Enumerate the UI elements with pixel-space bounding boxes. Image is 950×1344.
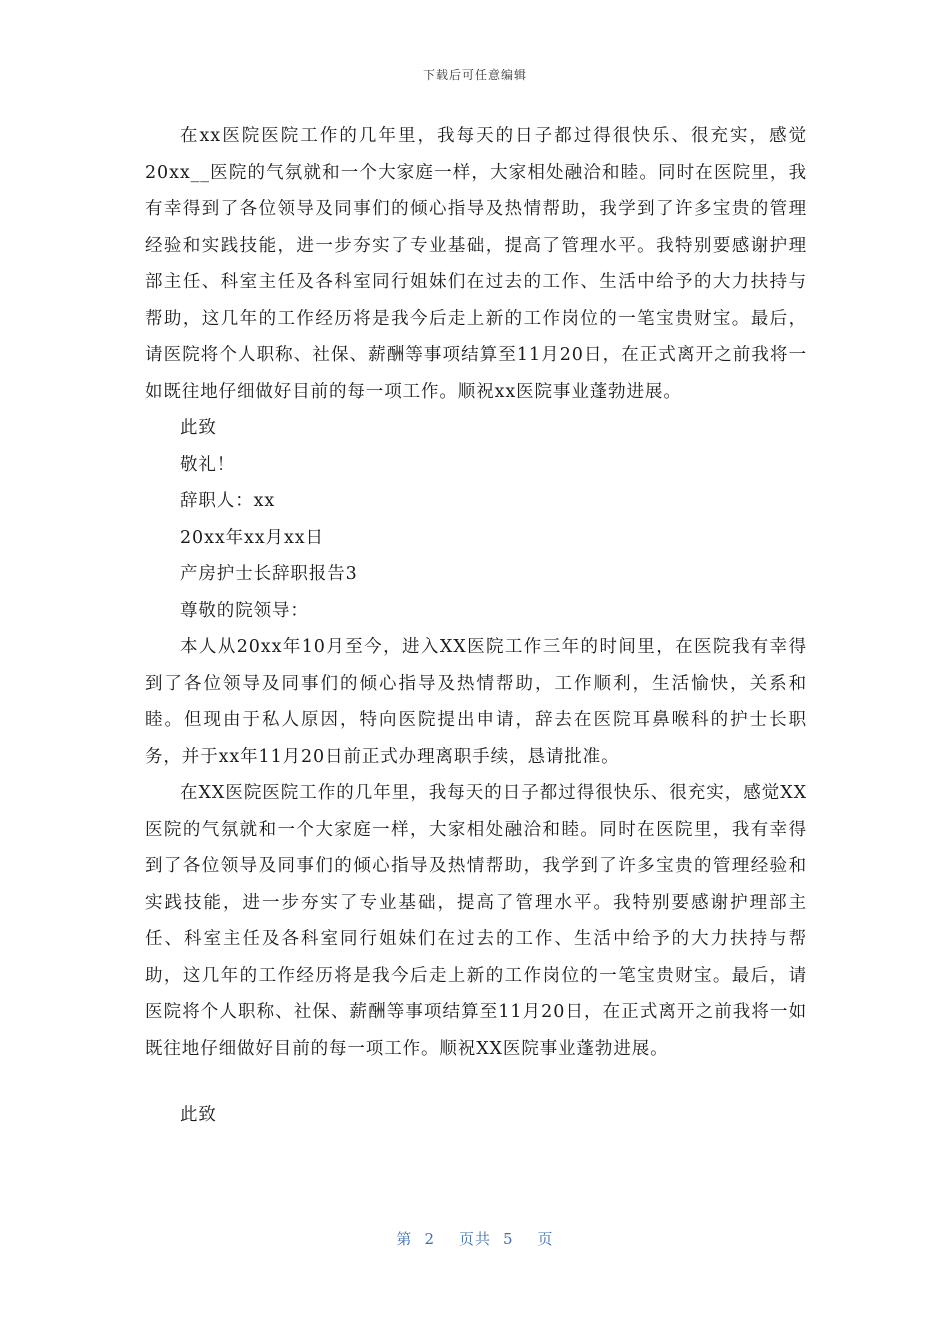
document-body: [145, 118, 807, 1134]
footer-middle: 页共: [458, 1230, 491, 1248]
footer-prefix: 第: [396, 1230, 413, 1248]
footer-total-pages: 5: [503, 1230, 514, 1248]
page-header: 下载后可任意编辑: [422, 68, 527, 82]
salute-line: 敬礼！: [180, 454, 236, 475]
closing-line-1: 此致: [180, 418, 217, 438]
section-title: 产房护士长辞职报告3: [180, 564, 358, 584]
paragraph-2: 本人从20xx年10月至今，进入XX医院工作三年的时间里，在医院我有幸得到了各位领导及同事们的倾心指导及热情帮助，工作顺利，生活愉快，关系和睦。但现由于私人原因，特向医院提出申请，辞去在医院耳鼻喉科的护士长职务，并于xx年11月20日前正式办理离职手续，恳请批准。: [145, 637, 807, 767]
closing-line-2: 此致: [180, 1105, 217, 1125]
footer-suffix: 页: [537, 1230, 554, 1248]
date-line: 20xx年xx月xx日: [180, 527, 324, 548]
page-footer: [0, 1228, 950, 1249]
paragraph-3: 在XX医院医院工作的几年里，我每天的日子都过得很快乐、很充实，感觉XX医院的气氛就和一个大家庭一样，大家相处融洽和睦。同时在医院里，我有幸得到了各位领导及同事们的倾心指导及热情帮助，我学到了许多宝贵的管理经验和实践技能，进一步夯实了专业基础，提高了管理水平。我特别要感谢护理部主任、科室主任及各科室同行姐妹们在过去的工作、生活中给予的大力扶持与帮助，这几年的工作经历将是我今后走上新的工作岗位的一笔宝贵财宝。最后，请医院将个人职称、社保、薪酬等事项结算至11月20日，在正式离开之前我将一如既往地仔细做好目前的每一项工作。顺祝XX医院事业蓬勃进展。: [145, 783, 807, 1059]
greeting-line: 尊敬的院领导：: [180, 600, 309, 621]
footer-current-page: 2: [424, 1230, 435, 1248]
paragraph-1: 在xx医院医院工作的几年里，我每天的日子都过得很快乐、很充实，感觉20xx__医院的气氛就和一个大家庭一样，大家相处融洽和睦。同时在医院里，我有幸得到了各位领导及同事们的倾心指导及热情帮助，我学到了许多宝贵的管理经验和实践技能，进一步夯实了专业基础，提高了管理水平。我特别要感谢护理部主任、科室主任及各科室同行姐妹们在过去的工作、生活中给予的大力扶持与帮助，这几年的工作经历将是我今后走上新的工作岗位的一笔宝贵财宝。最后，请医院将个人职称、社保、薪酬等事项结算至11月20日，在正式离开之前我将一如既往地仔细做好目前的每一项工作。顺祝xx医院事业蓬勃进展。: [145, 126, 807, 402]
resigner-line: 辞职人：xx: [180, 491, 276, 511]
